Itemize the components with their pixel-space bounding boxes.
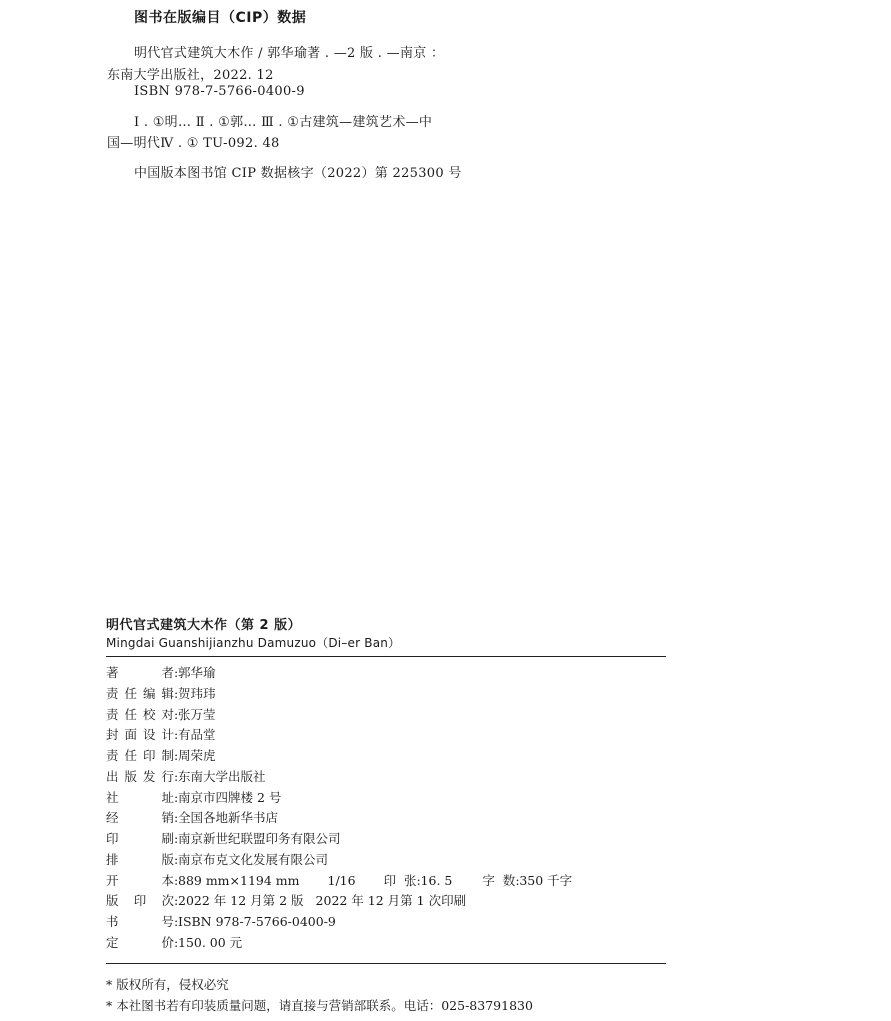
info-row-distributor: 经销 : 全国各地新华书店 xyxy=(106,808,278,828)
format-value: 889 mm×1194 mm xyxy=(178,873,300,888)
cip-line-title: 明代官式建筑大木作 / 郭华瑜著 . —2 版 . —南京 ： xyxy=(134,46,445,61)
info-row-editor: 责任编辑 : 贺玮玮 xyxy=(106,684,216,704)
print-supervisor-label: 责任印制 xyxy=(106,748,174,763)
info-row-isbn: 书号 : ISBN 978-7-5766-0400-9 xyxy=(106,912,336,932)
info-row-print-supervisor: 责任印制 : 周荣虎 xyxy=(106,746,216,766)
info-row-author: 著者 : 郭华瑜 xyxy=(106,663,216,683)
publisher-label: 出版发行 xyxy=(106,769,174,784)
format-label: 开本 xyxy=(106,873,174,888)
address-label: 社址 xyxy=(106,790,174,805)
copyright-note: * 版权所有，侵权必究 xyxy=(106,977,229,992)
author-value: 郭华瑜 xyxy=(178,665,216,680)
book-title-chinese: 明代官式建筑大木作（第 2 版） xyxy=(106,618,302,633)
cip-line-isbn: ISBN 978-7-5766-0400-9 xyxy=(134,84,305,99)
distributor-label: 经销 xyxy=(106,810,174,825)
author-label: 著者 xyxy=(106,665,174,680)
edition-value: 2022 年 12 月第 2 版 xyxy=(178,893,304,908)
proofreader-value: 张万莹 xyxy=(178,707,216,722)
cip-line-publisher: 东南大学出版社，2022. 12 xyxy=(107,68,274,83)
format-fraction: 1/16 xyxy=(327,873,356,888)
distributor-value: 全国各地新华书店 xyxy=(178,810,279,825)
editor-label: 责任编辑 xyxy=(106,686,174,701)
edition-label: 版印次 xyxy=(106,893,174,908)
price-label: 定价 xyxy=(106,935,174,950)
printer-label: 印刷 xyxy=(106,831,174,846)
info-row-address: 社址 : 南京市四牌楼 2 号 xyxy=(106,788,281,808)
cip-line-record-number: 中国版本图书馆 CIP 数据核字（2022）第 225300 号 xyxy=(134,166,462,181)
cover-design-value: 有品堂 xyxy=(178,727,216,742)
sheets-value: 16. 5 xyxy=(420,873,453,888)
sheets-label: 印 张 xyxy=(383,873,417,888)
printer-value: 南京新世纪联盟印务有限公司 xyxy=(178,831,341,846)
cip-line-subjects: Ⅰ . ①明… Ⅱ . ①郭… Ⅲ . ①古建筑—建筑艺术—中 xyxy=(134,115,433,130)
publisher-value: 东南大学出版社 xyxy=(178,769,266,784)
typesetter-label: 排版 xyxy=(106,852,174,867)
price-value: 150. 00 元 xyxy=(178,935,243,950)
info-row-printer: 印刷 : 南京新世纪联盟印务有限公司 xyxy=(106,829,341,849)
editor-value: 贺玮玮 xyxy=(178,686,216,701)
info-row-edition: 版印次 : 2022 年 12 月第 2 版 2022 年 12 月第 1 次印刷 xyxy=(106,891,466,911)
cover-design-label: 封面设计 xyxy=(106,727,174,742)
quality-contact-note: * 本社图书若有印装质量问题，请直接与营销部联系。电话：025-83791830 xyxy=(106,998,533,1013)
print-supervisor-value: 周荣虎 xyxy=(178,748,216,763)
typesetter-value: 南京布克文化发展有限公司 xyxy=(178,852,329,867)
cip-heading: 图书在版编目（CIP）数据 xyxy=(134,10,307,26)
printing-value: 2022 年 12 月第 1 次印刷 xyxy=(315,893,467,908)
info-row-price: 定价 : 150. 00 元 xyxy=(106,933,242,953)
address-value: 南京市四牌楼 2 号 xyxy=(178,790,282,805)
words-label: 字 数 xyxy=(482,873,516,888)
info-row-format: 开本 : 889 mm×1194 mm 1/16 印 张 : 16. 5 字 数 : 350 千字 xyxy=(106,871,572,891)
isbn-value: ISBN 978-7-5766-0400-9 xyxy=(178,914,336,929)
isbn-label: 书号 xyxy=(106,914,174,929)
info-row-typesetter: 排版 : 南京布克文化发展有限公司 xyxy=(106,850,328,870)
info-row-proofreader: 责任校对 : 张万莹 xyxy=(106,705,216,725)
book-title-pinyin: Mingdai Guanshijianzhu Damuzuo（Di–er Ban） xyxy=(106,636,401,650)
cip-line-classification: 国—明代Ⅳ . ① TU-092. 48 xyxy=(107,136,280,151)
bottom-divider xyxy=(106,963,666,964)
top-divider xyxy=(106,656,666,657)
info-row-cover-design: 封面设计 : 有品堂 xyxy=(106,725,216,745)
proofreader-label: 责任校对 xyxy=(106,707,174,722)
words-value: 350 千字 xyxy=(519,873,573,888)
info-row-publisher: 出版发行 : 东南大学出版社 xyxy=(106,767,266,787)
